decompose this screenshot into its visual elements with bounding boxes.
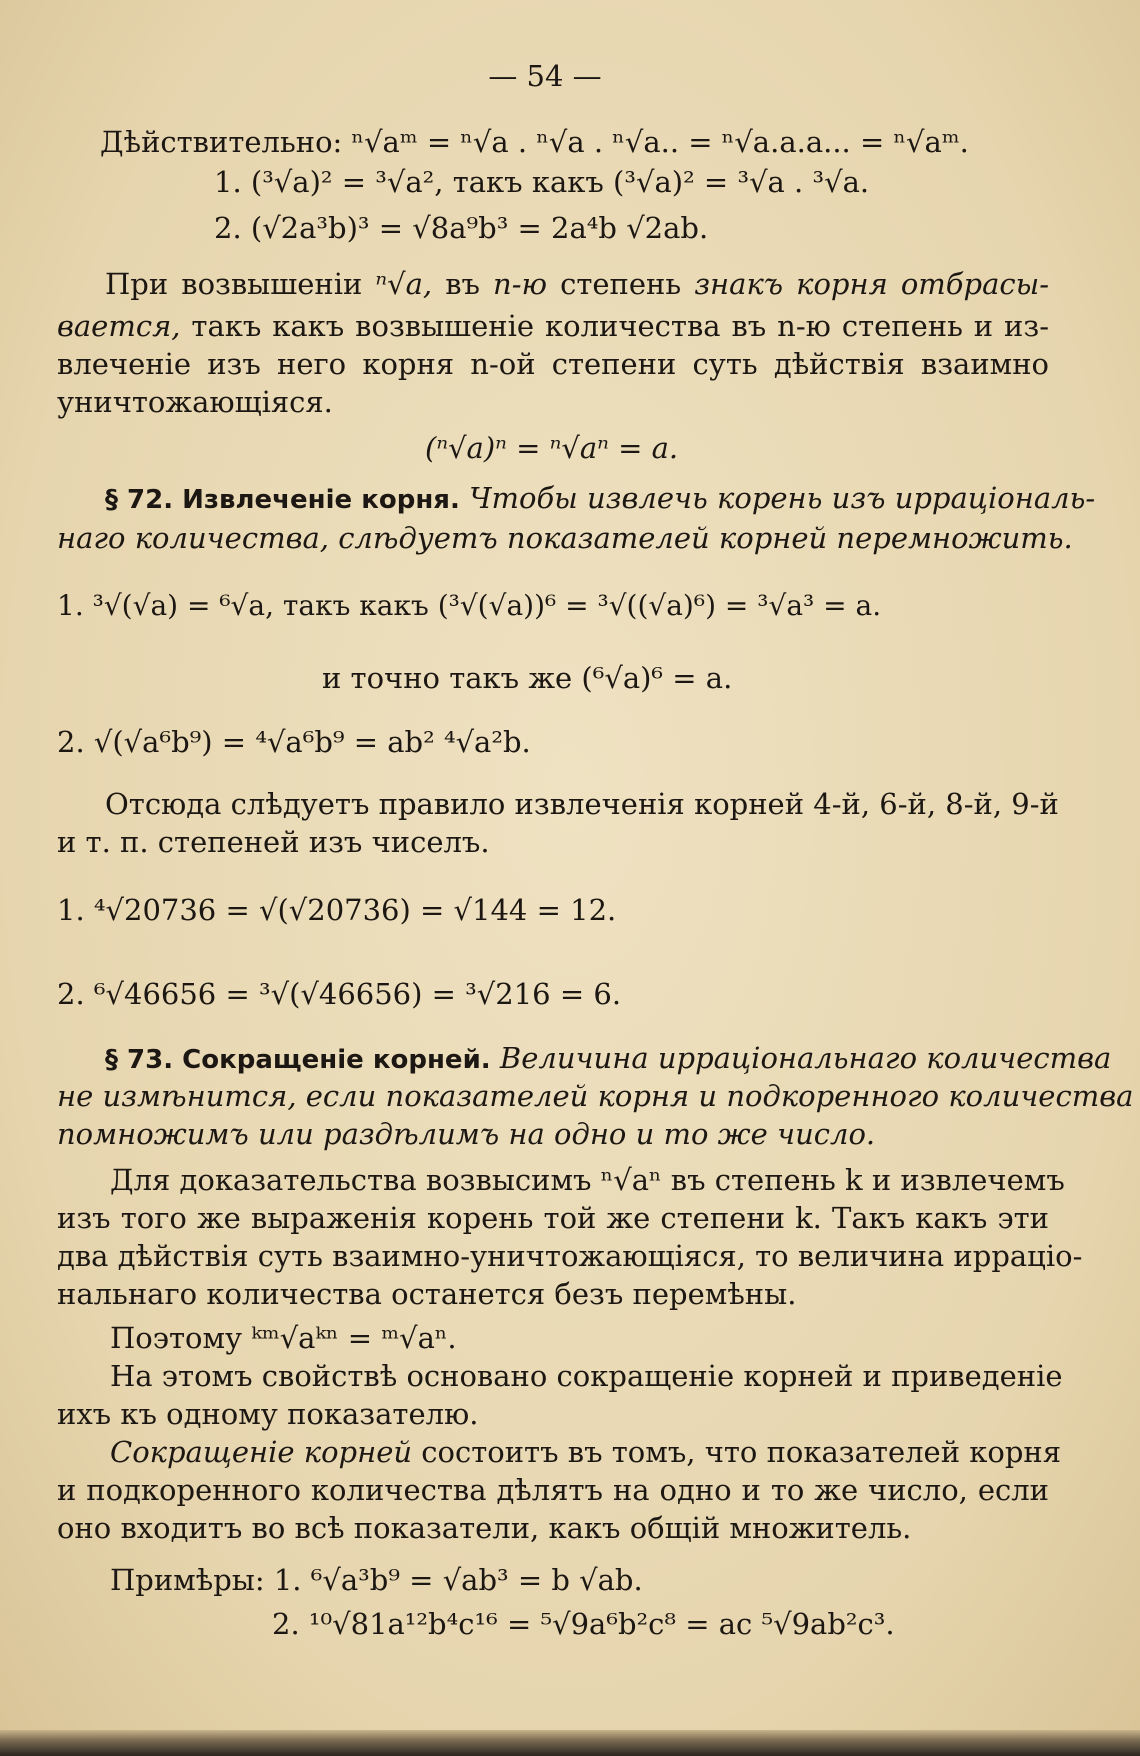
- example-72-2: 2. √(√a⁶b⁹) = ⁴√a⁶b⁹ = ab² ⁴√a²b.: [57, 725, 531, 759]
- paragraph-5-line-1: [110, 1434, 1062, 1470]
- paragraph-3-line-3: два дѣйствiя суть взаимно-уничтожающiяся, то величина ирраціо-: [57, 1239, 1083, 1273]
- examples-73-2: 2. ¹⁰√81a¹²b⁴c¹⁶ = ⁵√9a⁶b²c⁸ = ac ⁵√9ab²c³.: [272, 1607, 895, 1641]
- examples-73-1: Примѣры: 1. ⁶√a³b⁹ = √ab³ = b √ab.: [110, 1563, 643, 1597]
- text-run: состоитъ въ томъ, что показателей корня: [421, 1435, 1062, 1469]
- text-run: При возвышенiи: [105, 267, 363, 301]
- page-number: — 54 —: [488, 59, 602, 93]
- italic-run: Величина ирраціональнаго количества: [499, 1041, 1112, 1075]
- section-73-heading: § 73. Сокращенiе корней.: [105, 1045, 491, 1075]
- italic-run: вается,: [57, 309, 181, 343]
- paragraph-1-line-1: [105, 266, 1049, 302]
- numeric-example-2: 2. ⁶√46656 = ³√(√46656) = ³√216 = 6.: [57, 977, 622, 1011]
- text-run: въ: [445, 267, 480, 301]
- paragraph-2-line-1: Отсюда слѣдуетъ правило извлеченiя корней 4-й, 6-й, 8-й, 9-й: [105, 787, 1059, 821]
- text-run: степень: [560, 267, 682, 301]
- paragraph-3-line-4: нальнаго количества останется безъ перемѣны.: [57, 1277, 797, 1311]
- paragraph-2-line-2: и т. п. степеней изъ чиселъ.: [57, 825, 490, 859]
- section-72-line-1: [105, 480, 1096, 518]
- example-72-1b: и точно такъ же (⁶√a)⁶ = a.: [322, 661, 733, 695]
- paragraph-5-line-2: и подкоренного количества дѣлятъ на одно и то же число, если: [57, 1473, 1049, 1507]
- math-run: ⁿ√a,: [375, 267, 433, 301]
- paragraph-4-line-1: На этомъ свойствѣ основано сокращенiе корней и приведенiе: [110, 1359, 1063, 1393]
- paragraph-3-line-5: Поэтому ᵏᵐ√aᵏⁿ = ᵐ√aⁿ.: [110, 1321, 457, 1355]
- paragraph-3-line-1: Для доказательства возвысимъ ⁿ√aⁿ въ степень k и извлечемъ: [110, 1163, 1065, 1197]
- formula-center-1: (ⁿ√a)ⁿ = ⁿ√aⁿ = a.: [425, 431, 679, 465]
- formula-line-1: Дѣйствительно: ⁿ√aᵐ = ⁿ√a . ⁿ√a . ⁿ√a.. = ⁿ√a.a.a... = ⁿ√aᵐ.: [100, 125, 969, 159]
- paragraph-3-line-2: изъ того же выраженiя корень той же степени k. Такъ какъ эти: [57, 1201, 1049, 1235]
- italic-run: Сокращенiе корней: [110, 1435, 413, 1469]
- page-bottom-edge: [0, 1730, 1140, 1756]
- text-run: такъ какъ возвышенiе количества въ n-ю степень и из-: [191, 309, 1049, 343]
- italic-run: знакъ корня отбрасы-: [694, 267, 1050, 301]
- formula-line-3: 2. (√2a³b)³ = √8a⁹b³ = 2a⁴b √2ab.: [214, 211, 709, 245]
- formula-line-2: 1. (³√a)² = ³√a², такъ какъ (³√a)² = ³√a . ³√a.: [214, 165, 870, 199]
- paragraph-5-line-3: оно входитъ во всѣ показатели, какъ общiй множитель.: [57, 1511, 912, 1545]
- paragraph-1-line-4: уничтожающiяся.: [57, 385, 333, 419]
- section-72-heading: § 72. Извлеченiе корня.: [105, 485, 460, 515]
- section-73-line-1: [105, 1040, 1112, 1078]
- paragraph-1-line-2: [57, 308, 1049, 344]
- text-run: n-ю: [493, 267, 548, 301]
- paragraph-1-line-3: влеченiе изъ него корня n-ой степени суть дѣйствiя взаимно: [57, 347, 1049, 381]
- section-73-line-3: помножимъ или раздѣлимъ на одно и то же число.: [57, 1117, 876, 1151]
- paragraph-4-line-2: ихъ къ одному показателю.: [57, 1397, 479, 1431]
- example-72-1: 1. ³√(√a) = ⁶√a, такъ какъ (³√(√a))⁶ = ³√((√a)⁶) = ³√a³ = a.: [57, 589, 882, 622]
- section-72-line-2: наго количества, слѣдуетъ показателей корней перемножить.: [57, 521, 1073, 555]
- section-73-line-2: не измѣнится, если показателей корня и подкоренного количества: [57, 1079, 1134, 1113]
- italic-run: Чтобы извлечь корень изъ ирраціональ-: [469, 481, 1096, 515]
- numeric-example-1: 1. ⁴√20736 = √(√20736) = √144 = 12.: [57, 893, 617, 927]
